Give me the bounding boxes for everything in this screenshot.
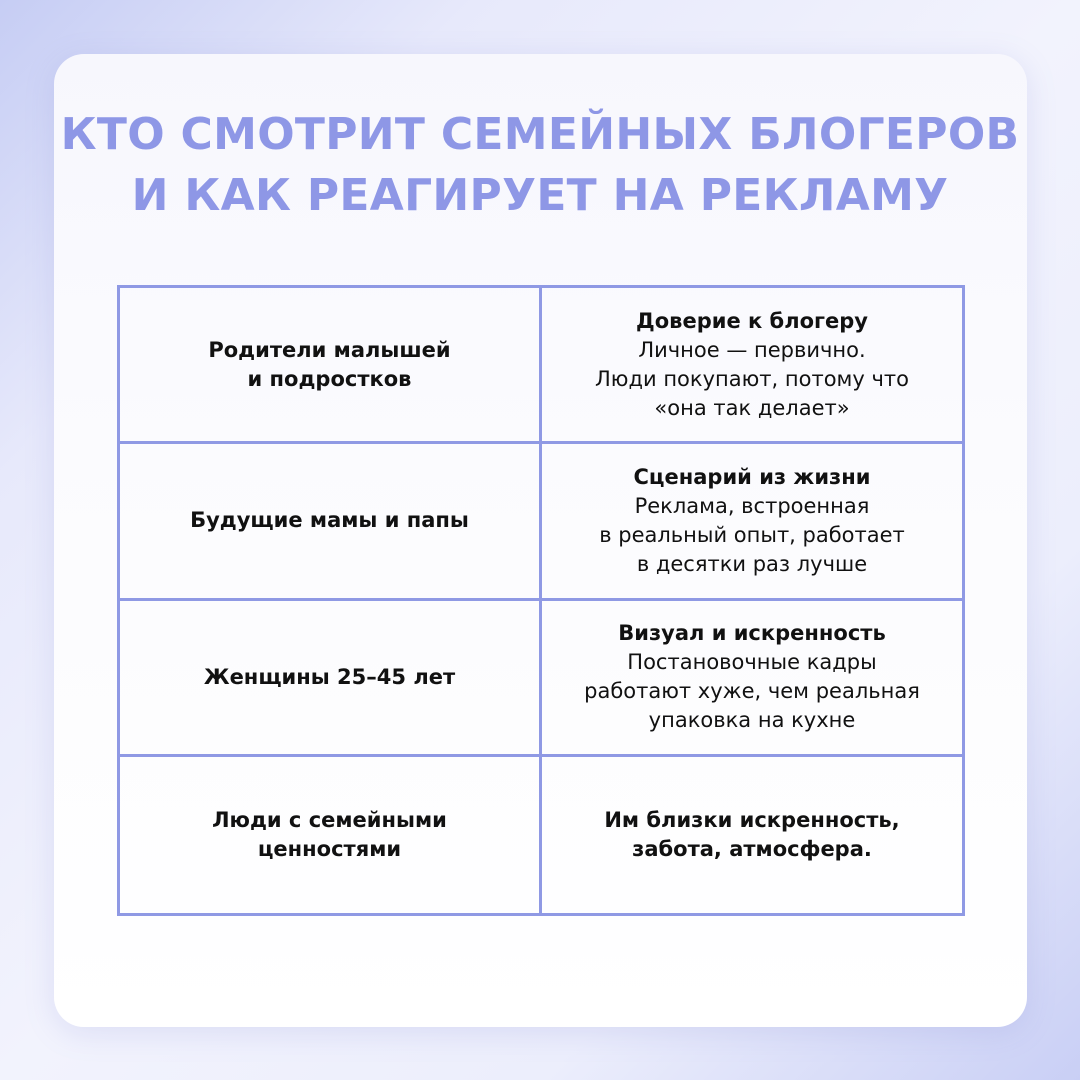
reaction-cell (542, 444, 962, 600)
reaction-heading: Доверие к блогеру (636, 308, 868, 333)
reaction-cell (542, 288, 962, 444)
reaction-text: Постановочные кадры (627, 650, 877, 675)
reaction-cell (542, 601, 962, 757)
audience-text: Будущие мамы и папы (190, 508, 469, 533)
audience-cell (120, 288, 542, 444)
page-title (0, 104, 1080, 226)
title-line-1: КТО СМОТРИТ СЕМЕЙНЫХ БЛОГЕРОВ (60, 109, 1020, 160)
reaction-text-bold: забота, атмосфера. (632, 836, 872, 861)
reaction-text: Реклама, встроенная (634, 493, 870, 518)
reaction-text: в десятки раз лучше (636, 551, 868, 576)
reaction-text: Личное — первично. (638, 337, 866, 362)
audience-cell (120, 601, 542, 757)
reaction-cell (542, 757, 962, 913)
reaction-heading: Визуал и искренность (618, 621, 886, 646)
reaction-text: Люди покупают, потому что (595, 366, 909, 391)
reaction-text-bold: Им близки искренность, (604, 807, 900, 832)
reaction-text: работают хуже, чем реальная (584, 679, 920, 704)
audience-text: и подростков (247, 366, 412, 391)
audience-text: Женщины 25–45 лет (203, 664, 456, 689)
audience-text: Люди с семейными (212, 807, 447, 832)
reaction-heading: Сценарий из жизни (633, 464, 871, 489)
audience-table (117, 285, 965, 916)
reaction-text: «она так делает» (654, 395, 850, 420)
audience-cell (120, 757, 542, 913)
audience-text: ценностями (257, 836, 402, 861)
audience-cell (120, 444, 542, 600)
reaction-text: в реальный опыт, работает (599, 522, 905, 547)
title-line-2: И КАК РЕАГИРУЕТ НА РЕКЛАМУ (131, 170, 949, 221)
audience-text: Родители малышей (208, 337, 451, 362)
reaction-text: упаковка на кухне (648, 708, 856, 733)
